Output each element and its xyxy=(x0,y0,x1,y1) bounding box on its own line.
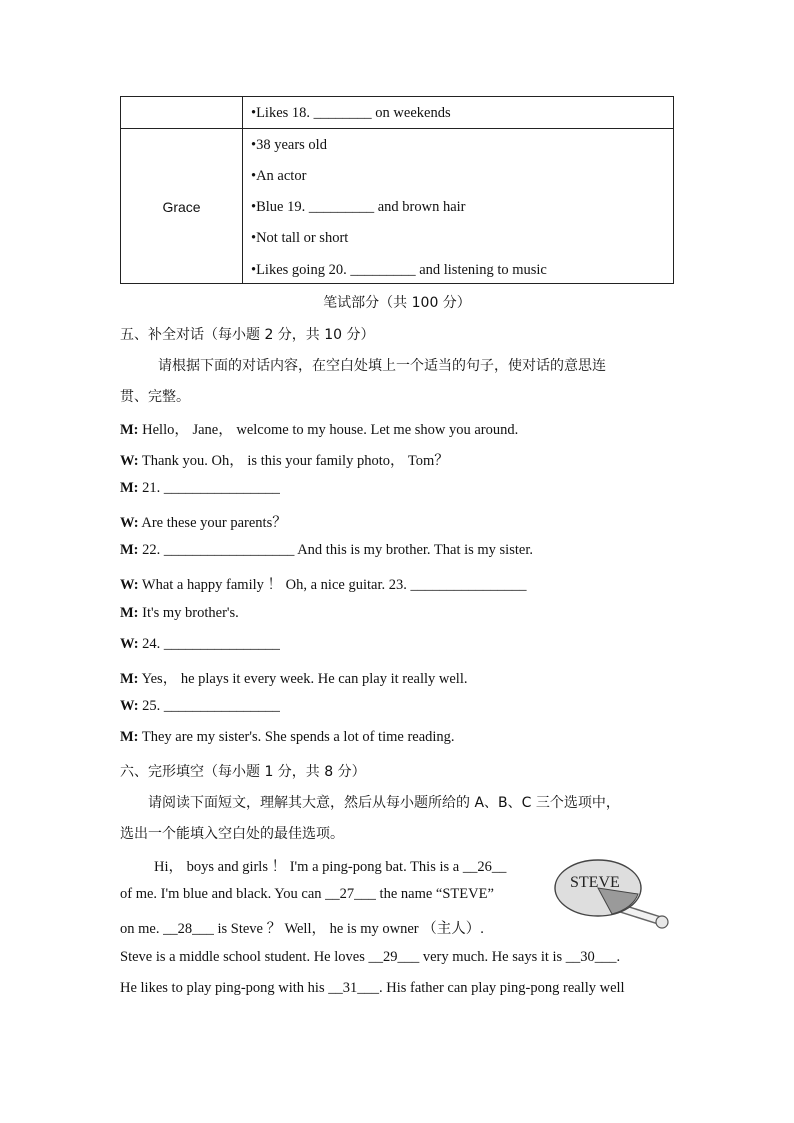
speaker-label: W: xyxy=(120,453,139,469)
dialogue-line xyxy=(120,698,280,715)
passage-line: of me. I'm blue and black. You can __27___ the name “STEVE” xyxy=(120,886,494,902)
speaker-label: M: xyxy=(120,542,139,558)
table-cell-item: •An actor xyxy=(251,168,307,184)
speaker-label: M: xyxy=(120,422,139,438)
dialogue-text: Are these your parents？ xyxy=(138,515,287,531)
ping-pong-bat-illustration xyxy=(552,856,674,941)
dialogue-line xyxy=(120,480,280,497)
passage-line: He likes to play ping-pong with his __31___. His father can play ping-pong really well xyxy=(120,980,625,996)
part5-instruction: 贯、完整。 xyxy=(120,389,190,405)
passage-line: on me. __28___ is Steve ？ Well， he is my owner （主人）. xyxy=(120,921,484,937)
part6-instruction: 选出一个能填入空白处的最佳选项。 xyxy=(120,826,344,842)
dialogue-text: Hello， Jane， welcome to my house. Let me show you around. xyxy=(138,422,519,438)
dialogue-text: It's my brother's. xyxy=(138,605,239,621)
dialogue-line xyxy=(120,449,449,470)
part5-instruction: 请根据下面的对话内容，在空白处填上一个适当的句子，使对话的意思连 xyxy=(158,358,606,374)
dialogue-text: 22. __________________ And this is my brother. That is my sister. xyxy=(138,542,533,558)
ping-pong-bat-icon xyxy=(552,856,674,936)
part5-heading: 五、补全对话（每小题 2 分，共 10 分） xyxy=(120,327,375,343)
dialogue-line xyxy=(120,573,526,594)
dialogue-line xyxy=(120,605,239,622)
dialogue-text: 25. ________________ xyxy=(138,698,280,714)
dialogue-text: 21. ________________ xyxy=(138,480,280,496)
dialogue-line xyxy=(120,542,533,559)
part6-instruction: 请阅读下面短文，理解其大意，然后从每小题所给的 A、B、C 三个选项中， xyxy=(148,795,620,811)
table-divider xyxy=(121,128,673,129)
speaker-label: M: xyxy=(120,605,139,621)
dialogue-text: What a happy family ！ Oh, a nice guitar. 23. ________________ xyxy=(138,577,527,593)
speaker-label: W: xyxy=(120,515,139,531)
table-divider xyxy=(242,97,243,283)
dialogue-line xyxy=(120,729,455,746)
passage-line: Hi， boys and girls ！ I'm a ping-pong bat. This is a __26__ xyxy=(154,859,507,875)
speaker-label: W: xyxy=(120,577,139,593)
speaker-label: W: xyxy=(120,698,139,714)
paddle-label: STEVE xyxy=(570,874,620,891)
section-title: 笔试部分（共 100 分） xyxy=(323,295,471,311)
part6-heading: 六、完形填空（每小题 1 分，共 8 分） xyxy=(120,764,366,780)
table-cell-item: •Likes going 20. _________ and listening to music xyxy=(251,262,547,278)
speaker-label: M: xyxy=(120,480,139,496)
dialogue-line xyxy=(120,511,287,532)
dialogue-text: 24. ________________ xyxy=(138,636,280,652)
character-table xyxy=(120,96,674,284)
passage-line: Steve is a middle school student. He loves __29___ very much. He says it is __30___. xyxy=(120,949,621,965)
dialogue-line xyxy=(120,636,280,653)
dialogue-line xyxy=(120,418,518,439)
speaker-label: W: xyxy=(120,636,139,652)
dialogue-text: Thank you. Oh， is this your family photo， Tom？ xyxy=(138,453,449,469)
table-cell-item: •Not tall or short xyxy=(251,230,349,246)
table-cell-item: •38 years old xyxy=(251,137,327,153)
dialogue-line xyxy=(120,667,468,688)
table-cell-item: •Blue 19. _________ and brown hair xyxy=(251,199,466,215)
table-cell-likes-18: •Likes 18. ________ on weekends xyxy=(251,105,451,121)
speaker-label: M: xyxy=(120,729,139,745)
speaker-label: M: xyxy=(120,671,139,687)
table-cell-name-grace: Grace xyxy=(162,199,201,215)
dialogue-text: Yes， he plays it every week. He can play it really well. xyxy=(138,671,468,687)
dialogue-text: They are my sister's. She spends a lot of time reading. xyxy=(138,729,455,745)
